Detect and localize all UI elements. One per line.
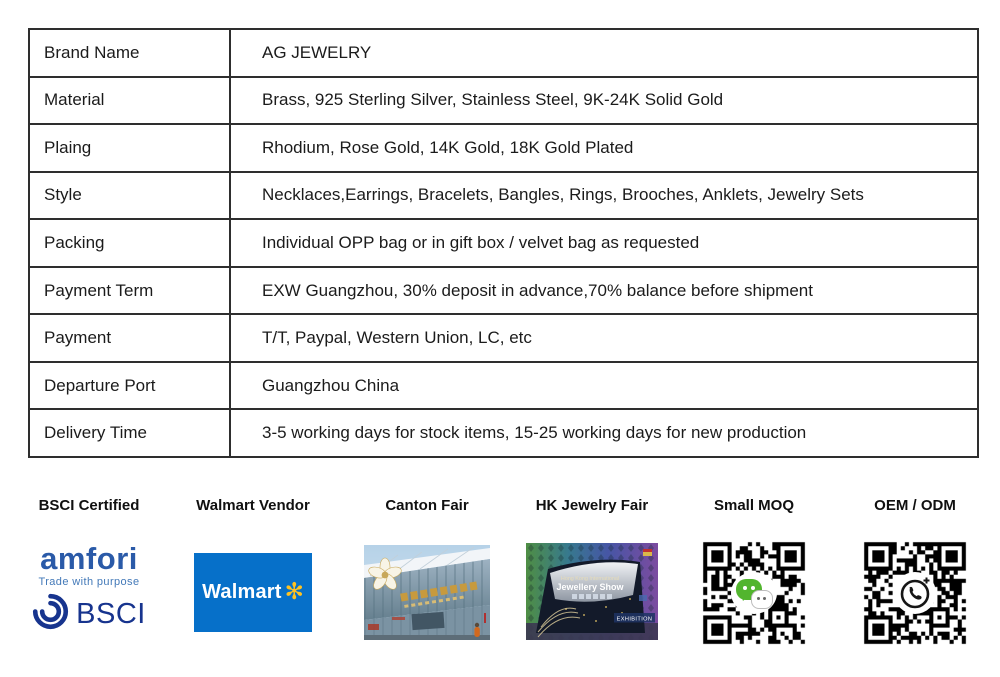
badge-oem-odm [848,497,982,652]
bsci-spiral-icon [32,593,69,635]
badge-hk-jewelry-fair [524,497,660,640]
hk-show-line1: Hong Kong International [560,576,620,582]
spec-value-cell: 3-5 working days for stock items, 15-25 working days for new production [230,409,978,457]
wechat-icon [731,572,777,614]
badge-label: Canton Fair [385,497,469,514]
badge-label: OEM / ODM [874,497,956,514]
wechat-qr-code [695,534,813,652]
badge-bsci-certified [10,497,168,635]
badge-small-moq [688,497,820,652]
exhibition-text: EXHIBITION [616,616,653,623]
amfori-wordmark: amfori [40,541,138,576]
amfori-tagline: Trade with purpose [38,576,140,588]
spec-value-cell: AG JEWELRY [230,29,978,77]
spec-row [29,362,978,410]
spec-row [29,172,978,220]
hk-jewellery-show-photo [524,543,660,640]
spec-value-cell: Necklaces,Earrings, Bracelets, Bangles, Rings, Brooches, Anklets, Jewelry Sets [230,172,978,220]
spec-value-cell: T/T, Paypal, Western Union, LC, etc [230,314,978,362]
walmart-wordmark: Walmart [202,581,282,603]
badge-label: Walmart Vendor [196,497,310,514]
spec-row [29,267,978,315]
spec-value-cell: EXW Guangzhou, 30% deposit in advance,70% balance before shipment [230,267,978,315]
spec-label-cell: Delivery Time [29,409,230,457]
hk-show-line2: Jewellery Show [556,582,624,592]
spec-value-cell: Rhodium, Rose Gold, 14K Gold, 18K Gold Plated [230,124,978,172]
spec-label-cell: Payment Term [29,267,230,315]
badge-label: HK Jewelry Fair [535,497,649,514]
spec-label-cell: Payment [29,314,230,362]
spec-value-cell: Guangzhou China [230,362,978,410]
spec-row [29,219,978,267]
spec-row [29,124,978,172]
walmart-spark-icon: ✻ [284,578,304,605]
badge-label: BSCI Certified [38,497,140,514]
walmart-logo [194,553,312,632]
badge-label: Small MOQ [713,497,795,514]
bsci-text: BSCI [76,597,146,630]
spec-label-cell: Brand Name [29,29,230,77]
spec-row [29,29,978,77]
spec-row [29,77,978,125]
badge-walmart-vendor [185,497,321,632]
badge-canton-fair [362,497,492,640]
spec-label-cell: Style [29,172,230,220]
whatsapp-icon [894,572,936,614]
spec-row [29,314,978,362]
canton-fair-building-photo [362,545,492,640]
spec-label-cell: Packing [29,219,230,267]
whatsapp-qr-code [856,534,974,652]
amfori-bsci-logo [10,541,168,635]
spec-label-cell: Departure Port [29,362,230,410]
product-spec-table [28,28,979,458]
spec-label-cell: Plaing [29,124,230,172]
spec-row [29,409,978,457]
spec-label-cell: Material [29,77,230,125]
spec-value-cell: Individual OPP bag or in gift box / velvet bag as requested [230,219,978,267]
spec-value-cell: Brass, 925 Sterling Silver, Stainless Steel, 9K-24K Solid Gold [230,77,978,125]
